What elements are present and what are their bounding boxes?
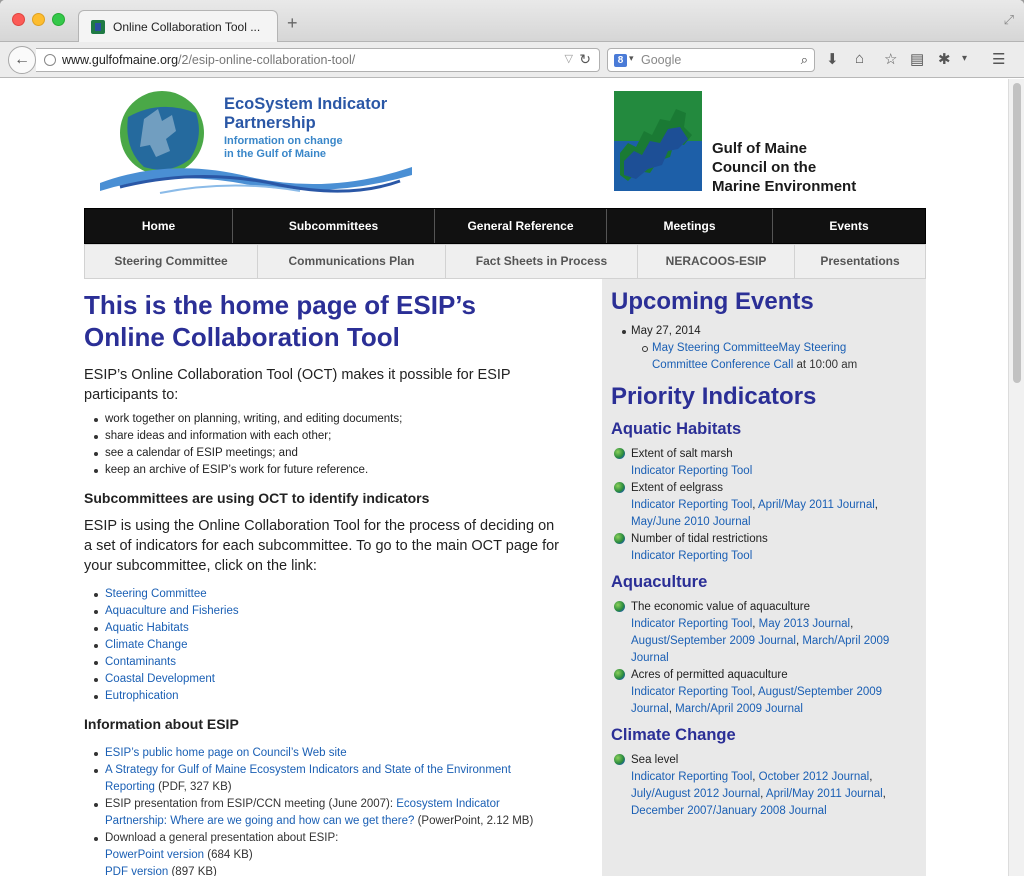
indicator-label: The economic value of aquaculture bbox=[631, 601, 810, 613]
list-item bbox=[84, 637, 584, 654]
globe-icon bbox=[614, 669, 625, 680]
list-item bbox=[84, 671, 584, 688]
search-bar[interactable] bbox=[607, 48, 815, 72]
event-item bbox=[611, 340, 871, 374]
link-april-may-2011-journal[interactable]: April/May 2011 Journal bbox=[758, 499, 875, 511]
subnav-neracoos-esip[interactable]: NERACOOS-ESIP bbox=[638, 245, 795, 278]
indicator-label: Acres of permitted aquaculture bbox=[631, 669, 788, 681]
link-coastal-development[interactable]: Coastal Development bbox=[105, 673, 215, 685]
list-item bbox=[84, 586, 584, 603]
download-text: Download a general presentation about ESIP: bbox=[105, 832, 339, 844]
indicator-item bbox=[611, 531, 891, 565]
link-indicator-reporting-tool[interactable]: Indicator Reporting Tool bbox=[631, 686, 753, 698]
link-aquaculture-fisheries[interactable]: Aquaculture and Fisheries bbox=[105, 605, 239, 617]
address-bar[interactable] bbox=[36, 48, 600, 72]
file-note: (684 KB) bbox=[204, 849, 253, 861]
esip-tag-line2: in the Gulf of Maine bbox=[224, 148, 327, 160]
subnav-communications-plan[interactable]: Communications Plan bbox=[258, 245, 446, 278]
indicator-item: Sea level Indicator Reporting Tool, October 2012 Journal, July/August 2012 Journal, April/May 2011 Journal, December 2007/January 2008 Journal bbox=[611, 752, 891, 820]
subnav-steering-committee[interactable]: Steering Committee bbox=[85, 245, 258, 278]
list-item: see a calendar of ESIP meetings; and bbox=[84, 445, 584, 462]
search-input[interactable]: Google bbox=[641, 53, 682, 67]
indicator-section-heading: Aquatic Habitats bbox=[611, 420, 742, 438]
link-strategy-pdf[interactable]: A Strategy for Gulf of Maine Ecosystem Indicators and State of the Environment Reporting bbox=[105, 764, 511, 793]
reload-icon[interactable]: ↻ bbox=[579, 51, 591, 67]
globe-icon bbox=[614, 601, 625, 612]
list-item bbox=[84, 603, 584, 620]
back-button[interactable]: ← bbox=[8, 46, 36, 74]
indicator-item: Extent of eelgrass Indicator Reporting Tool, April/May 2011 Journal, May/June 2010 Journal bbox=[611, 480, 891, 531]
url-text bbox=[62, 53, 355, 67]
list-item: work together on planning, writing, and editing documents; bbox=[84, 411, 584, 428]
esip-logo-title bbox=[224, 95, 387, 133]
list-item bbox=[84, 830, 534, 876]
nav-subcommittees[interactable]: Subcommittees bbox=[233, 209, 435, 243]
gomc-logo-graphic bbox=[614, 91, 702, 191]
list-item bbox=[84, 620, 584, 637]
indicator-sections bbox=[611, 418, 926, 820]
list-item: share ideas and information with each other; bbox=[84, 428, 584, 445]
sidebar bbox=[602, 279, 926, 876]
indicator-section-heading: Aquaculture bbox=[611, 573, 708, 591]
vertical-scrollbar[interactable] bbox=[1008, 79, 1024, 876]
indicator-item bbox=[611, 446, 891, 480]
link-esip-ccn-presentation[interactable]: Ecosystem Indicator Partnership: Where are we going and how can we get there? bbox=[105, 798, 500, 827]
link-april-may-2011-journal[interactable]: April/May 2011 Journal bbox=[765, 788, 883, 800]
page-viewport bbox=[0, 79, 1008, 876]
indicator-item: Acres of permitted aquaculture Indicator Reporting Tool, August/September 2009 Journal, March/April 2009 Journal bbox=[611, 667, 891, 718]
list-item bbox=[84, 688, 584, 705]
esip-tag-line1: Information on change bbox=[224, 135, 343, 147]
gomc-name bbox=[712, 139, 856, 196]
subcommittees-heading: Subcommittees are using OCT to identify indicators bbox=[84, 490, 430, 506]
url-domain: www.gulfofmaine.org bbox=[62, 53, 179, 67]
subcommittees-text: ESIP is using the Online Collaboration Tool for the process of deciding on a set of indicators for each subcommittee. To go to the main OCT page for your subcommittee, click on the link: bbox=[84, 518, 559, 574]
oct-features-list bbox=[84, 411, 584, 479]
link-steering-committee[interactable]: Steering Committee bbox=[105, 588, 207, 600]
menu-icon[interactable]: ☰ bbox=[992, 51, 1006, 68]
search-icon[interactable]: ⌕ bbox=[800, 52, 808, 67]
scrollbar-thumb[interactable] bbox=[1013, 83, 1021, 383]
new-tab-icon[interactable]: + bbox=[287, 13, 298, 33]
globe-icon bbox=[614, 754, 625, 765]
link-august-september-2009-journal[interactable]: August/September 2009 Journal bbox=[631, 686, 883, 715]
esip-logo-tagline bbox=[224, 135, 343, 161]
nav-meetings[interactable]: Meetings bbox=[607, 209, 773, 243]
browser-tab[interactable] bbox=[78, 10, 278, 43]
favicon-icon bbox=[91, 20, 105, 34]
bookmarks-menu-icon[interactable]: ▤ bbox=[910, 51, 925, 68]
list-item bbox=[84, 654, 584, 671]
home-icon[interactable]: ⌂ bbox=[855, 50, 865, 67]
link-pdf-version[interactable]: PDF version bbox=[105, 866, 169, 876]
file-note: (PDF, 327 KB) bbox=[154, 781, 232, 793]
main-content bbox=[84, 289, 584, 876]
url-history-dropdown-icon[interactable]: ▽ bbox=[564, 53, 573, 65]
link-indicator-reporting-tool[interactable]: Indicator Reporting Tool bbox=[631, 465, 753, 477]
indicator-label: Number of tidal restrictions bbox=[631, 533, 768, 545]
search-engine-icon[interactable]: 8 bbox=[614, 54, 627, 67]
event-date: May 27, 2014 bbox=[611, 323, 926, 340]
gomc-line1: Gulf of Maine bbox=[712, 140, 807, 157]
indicator-section-heading: Climate Change bbox=[611, 726, 736, 744]
indicator-list bbox=[611, 446, 926, 565]
indicator-list bbox=[611, 752, 926, 820]
primary-nav bbox=[84, 208, 926, 244]
secondary-nav bbox=[84, 244, 926, 279]
link-powerpoint-version[interactable]: PowerPoint version bbox=[105, 849, 205, 861]
search-engine-dropdown-icon[interactable]: ▾ bbox=[629, 53, 634, 63]
file-note: (897 KB) bbox=[168, 866, 217, 876]
close-window-button[interactable] bbox=[12, 13, 25, 26]
link-march-april-2009-journal[interactable]: March/April 2009 Journal bbox=[675, 703, 803, 715]
nav-general-reference[interactable]: General Reference bbox=[435, 209, 607, 243]
gomc-line3: Marine Environment bbox=[712, 178, 857, 195]
link-eutrophication[interactable]: Eutrophication bbox=[105, 690, 179, 702]
globe-icon bbox=[614, 482, 625, 493]
globe-icon bbox=[44, 54, 56, 66]
event-time: at 10:00 am bbox=[793, 359, 858, 371]
link-event[interactable]: May Steering CommitteeMay Steering Committee Conference Call bbox=[652, 342, 847, 371]
esip-logo[interactable] bbox=[100, 87, 412, 195]
link-indicator-reporting-tool[interactable]: Indicator Reporting Tool bbox=[631, 618, 753, 630]
bookmark-star-icon[interactable]: ☆ bbox=[884, 51, 898, 68]
esip-info-list bbox=[84, 745, 534, 876]
extension-icon[interactable]: ✱ bbox=[938, 51, 951, 68]
nav-events[interactable]: Events bbox=[829, 219, 869, 233]
upcoming-events-heading: Upcoming Events bbox=[611, 288, 814, 315]
fullscreen-icon[interactable]: ⤢ bbox=[1003, 12, 1014, 27]
gomc-logo[interactable] bbox=[614, 91, 702, 191]
indicator-list bbox=[611, 599, 926, 718]
link-contaminants[interactable]: Contaminants bbox=[105, 656, 176, 668]
esip-title-line2: Partnership bbox=[224, 114, 316, 132]
info-heading: Information about ESIP bbox=[84, 716, 239, 732]
globe-icon bbox=[614, 448, 625, 459]
link-climate-change[interactable]: Climate Change bbox=[105, 639, 188, 651]
page-title: This is the home page of ESIP’s Online Collaboration Tool bbox=[84, 290, 477, 352]
esip-title-line1: EcoSystem Indicator bbox=[224, 95, 388, 113]
file-note: (PowerPoint, 2.12 MB) bbox=[414, 815, 534, 827]
globe-icon bbox=[614, 533, 625, 544]
link-march-april-2009-journal[interactable]: March/April 2009 Journal bbox=[631, 635, 890, 664]
list-item bbox=[84, 796, 534, 830]
link-may-2013-journal[interactable]: May 2013 Journal bbox=[758, 618, 851, 630]
indicator-label: Extent of salt marsh bbox=[631, 448, 733, 460]
link-may-june-2010-journal[interactable]: May/June 2010 Journal bbox=[631, 516, 751, 528]
link-aquatic-habitats[interactable]: Aquatic Habitats bbox=[105, 622, 189, 634]
link-august-september-2009-journal[interactable]: August/September 2009 Journal bbox=[631, 635, 796, 647]
nav-home[interactable]: Home bbox=[85, 209, 233, 243]
gomc-line2: Council on the bbox=[712, 159, 817, 176]
subcommittee-links bbox=[84, 586, 584, 705]
presentation-text: ESIP presentation from ESIP/CCN meeting (June 2007): bbox=[105, 798, 397, 810]
link-indicator-reporting-tool[interactable]: Indicator Reporting Tool bbox=[631, 550, 753, 562]
list-item bbox=[84, 745, 534, 762]
download-icon[interactable]: ⬇ bbox=[826, 51, 839, 68]
minimize-window-button[interactable] bbox=[32, 13, 45, 26]
zoom-window-button[interactable] bbox=[52, 13, 65, 26]
list-item: keep an archive of ESIP’s work for future reference. bbox=[84, 462, 584, 479]
link-july-august-2012-journal[interactable]: July/August 2012 Journal bbox=[631, 788, 761, 800]
indicator-item: The economic value of aquaculture Indicator Reporting Tool, May 2013 Journal, August/September 2009 Journal, March/April 2009 Journal bbox=[611, 599, 891, 667]
link-october-2012-journal[interactable]: October 2012 Journal bbox=[758, 771, 870, 783]
indicator-label: Extent of eelgrass bbox=[631, 482, 724, 494]
subnav-fact-sheets[interactable]: Fact Sheets in Process bbox=[446, 245, 638, 278]
link-december-2007-january-2008-journal[interactable]: December 2007/January 2008 Journal bbox=[631, 805, 827, 817]
link-esip-home-page[interactable]: ESIP’s public home page on Council’s Web site bbox=[105, 747, 347, 759]
priority-indicators-heading: Priority Indicators bbox=[611, 383, 817, 410]
intro-text: ESIP’s Online Collaboration Tool (OCT) makes it possible for ESIP participants to: bbox=[84, 367, 511, 403]
tab-title: Online Collaboration Tool ... bbox=[113, 20, 261, 34]
indicator-label: Sea level bbox=[631, 754, 679, 766]
list-item bbox=[84, 762, 534, 796]
extension-dropdown-icon[interactable]: ▾ bbox=[962, 53, 968, 64]
subnav-presentations[interactable]: Presentations bbox=[820, 254, 900, 268]
nav-toolbar bbox=[0, 42, 1024, 78]
link-indicator-reporting-tool[interactable]: Indicator Reporting Tool bbox=[631, 499, 753, 511]
url-path: /2/esip-online-collaboration-tool/ bbox=[178, 53, 356, 67]
title-bar bbox=[0, 0, 1024, 42]
link-indicator-reporting-tool[interactable]: Indicator Reporting Tool bbox=[631, 771, 753, 783]
